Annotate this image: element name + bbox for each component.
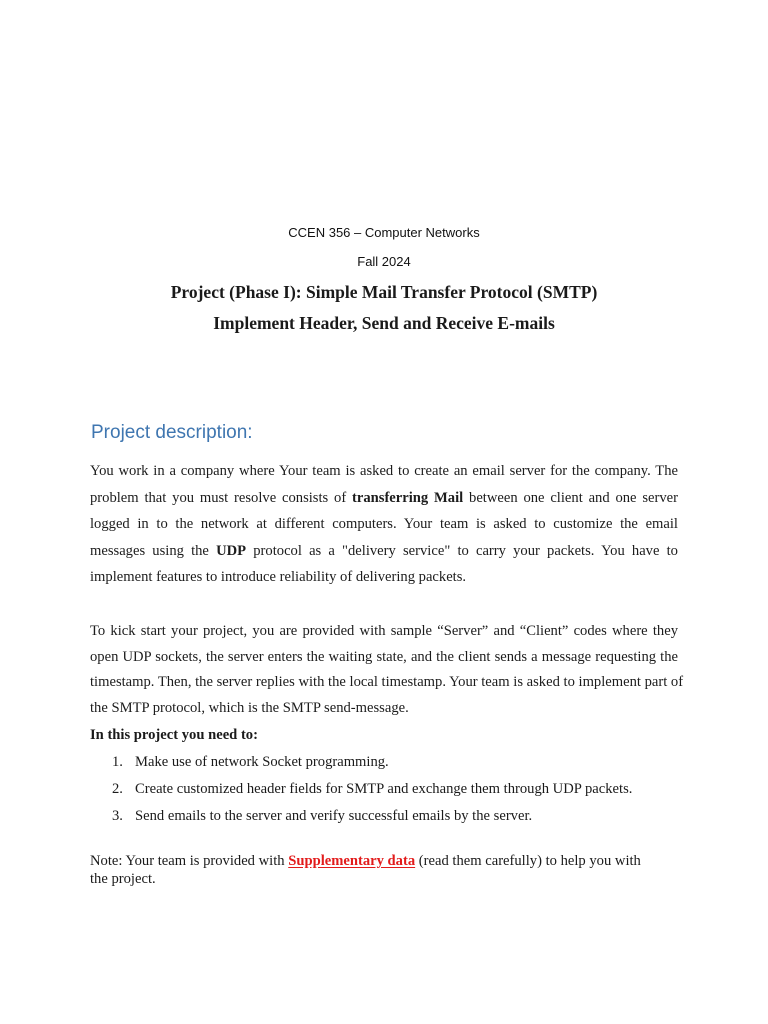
project-title: Project (Phase I): Simple Mail Transfer Protocol (SMTP): [170, 282, 598, 302]
paragraph-line: the SMTP protocol, which is the SMTP send-message.: [90, 699, 409, 716]
paragraph-line: open UDP sockets, the server enters the waiting state, and the client sends a message requesting the: [90, 648, 678, 665]
paragraph-line: messages using the UDP protocol as a "delivery service" to carry your packets. You have to: [90, 542, 678, 559]
course-title: CCEN 356 – Computer Networks: [288, 225, 480, 240]
list-number: 1.: [112, 754, 123, 770]
paragraph-line: You work in a company where Your team is asked to create an email server for the company. The: [90, 463, 678, 479]
paragraph-line: logged in to the network at different computers. Your team is asked to customize the email: [90, 516, 678, 533]
supplementary-data-link[interactable]: Supplementary data: [288, 853, 416, 869]
bold-term: transferring Mail: [352, 489, 464, 506]
list-text: Make use of network Socket programming.: [135, 754, 389, 770]
paragraph-line: problem that you must resolve consists of transferring Mail between one client and one server: [90, 489, 678, 506]
paragraph-line: To kick start your project, you are provided with sample “Server” and “Client” codes where they: [90, 623, 678, 639]
paragraph-line: timestamp. Then, the server replies with the local timestamp. Your team is asked to implement part of: [90, 674, 684, 691]
list-text: Send emails to the server and verify successful emails by the server.: [135, 808, 533, 824]
paragraph-line: implement features to introduce reliability of delivering packets.: [90, 569, 467, 586]
note-line: Note: Your team is provided with Supplementary data (read them carefully) to help you with: [90, 853, 641, 869]
project-subtitle: Implement Header, Send and Receive E-mails: [213, 313, 555, 333]
note-line: the project.: [90, 871, 156, 887]
term-label: Fall 2024: [357, 254, 411, 269]
list-number: 2.: [112, 781, 123, 797]
list-number: 3.: [112, 808, 123, 824]
section-heading-project-description: Project description:: [91, 422, 253, 443]
requirements-heading: In this project you need to:: [90, 727, 258, 743]
bold-term: UDP: [216, 542, 247, 559]
description-paragraph: [90, 458, 678, 591]
list-text: Create customized header fields for SMTP and exchange them through UDP packets.: [135, 781, 633, 797]
kickstart-paragraph: [90, 619, 684, 721]
note-paragraph: [90, 852, 680, 888]
